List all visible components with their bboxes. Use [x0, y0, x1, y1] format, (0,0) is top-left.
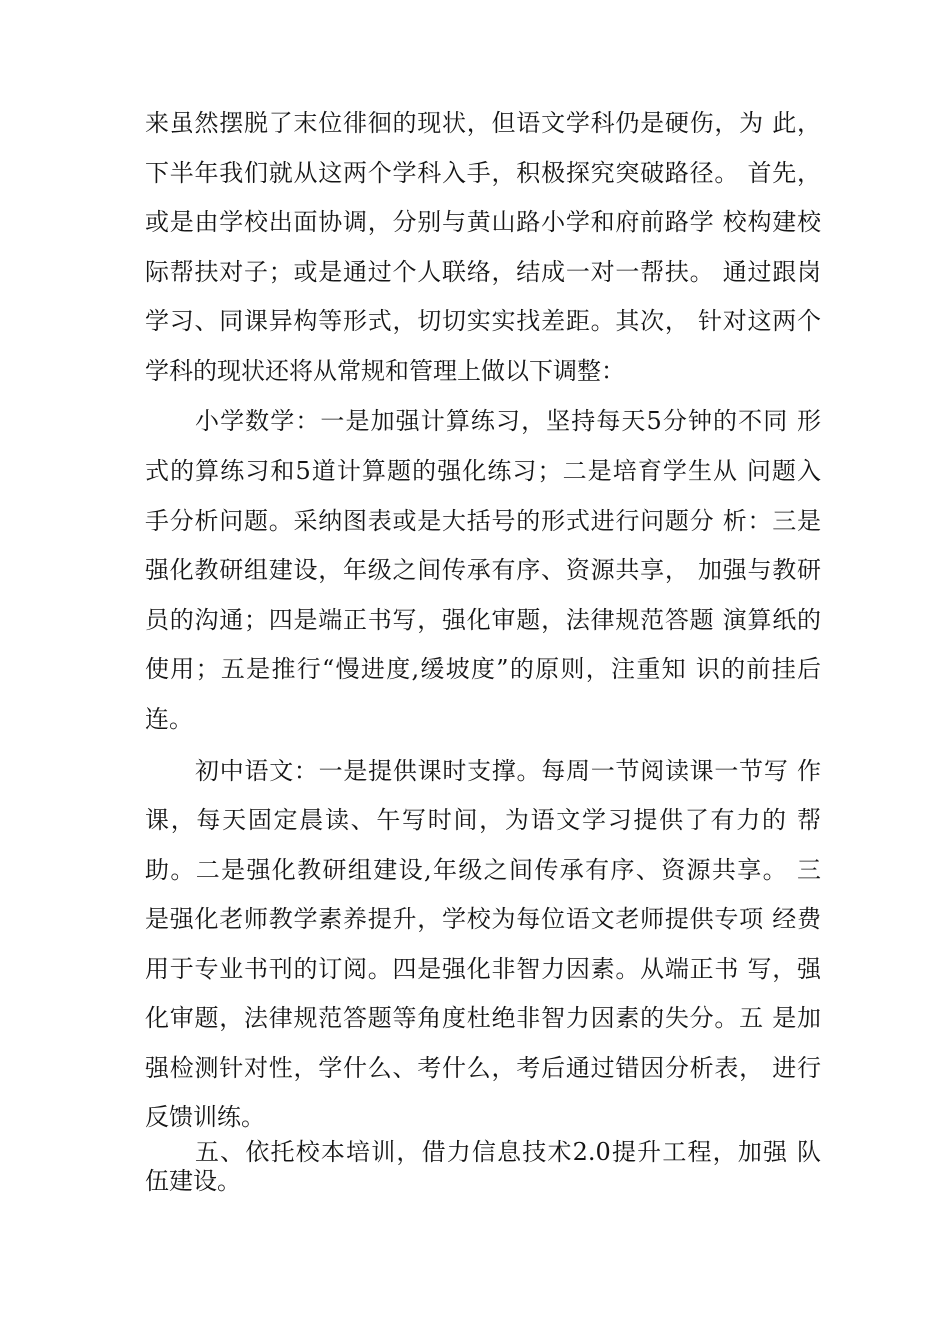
text-line: 员的沟通；四是端正书写，强化审题，法律规范答题 演算纸的: [145, 606, 821, 634]
text-line: 化审题，法律规范答题等角度杜绝非智力因素的失分。五 是加: [145, 1004, 821, 1032]
text-line: 是强化老师教学素养提升，学校为每位语文老师提供专项 经费: [145, 905, 821, 933]
text-line: 连。: [145, 705, 193, 733]
text-line: 或是由学校出面协调，分别与黄山路小学和府前路学 校构建校: [145, 208, 821, 236]
text-line: 强化教研组建设，年级之间传承有序、资源共享， 加强与教研: [145, 556, 821, 584]
text-line: 式的算练习和5道计算题的强化练习；二是培育学生从 问题入: [145, 457, 821, 485]
paragraph-first-line: 初中语文：一是提供课时支撑。每周一节阅读课一节写 作: [195, 757, 821, 785]
text-line: 用于专业书刊的订阅。四是强化非智力因素。从端正书 写，强: [145, 955, 821, 983]
text-line: 使用；五是推行“慢进度,缓坡度”的原则，注重知 识的前挂后: [145, 655, 821, 683]
text-line: 下半年我们就从这两个学科入手，积极探究突破路径。 首先，: [145, 159, 821, 187]
text-line: 助。二是强化教研组建设,年级之间传承有序、资源共享。 三: [145, 856, 821, 884]
text-line: 伍建设。: [145, 1167, 241, 1195]
text-line: 手分析问题。采纳图表或是大括号的形式进行问题分 析：三是: [145, 507, 821, 535]
text-line: 反馈训练。: [145, 1103, 265, 1131]
text-line: 学习、同课异构等形式，切切实实找差距。其次， 针对这两个: [145, 307, 821, 335]
text-line: 学科的现状还将从常规和管理上做以下调整：: [145, 357, 625, 385]
section-heading-line: 五、依托校本培训，借力信息技术2.0提升工程，加强 队: [195, 1138, 821, 1166]
text-line: 强检测针对性，学什么、考什么，考后通过错因分析表， 进行: [145, 1054, 821, 1082]
text-line: 来虽然摆脱了末位徘徊的现状，但语文学科仍是硬伤，为 此，: [145, 109, 821, 137]
text-line: 际帮扶对子；或是通过个人联络，结成一对一帮扶。 通过跟岗: [145, 258, 821, 286]
paragraph-first-line: 小学数学：一是加强计算练习，坚持每天5分钟的不同 形: [195, 407, 821, 435]
text-line: 课，每天固定晨读、午写时间，为语文学习提供了有力的 帮: [145, 806, 821, 834]
